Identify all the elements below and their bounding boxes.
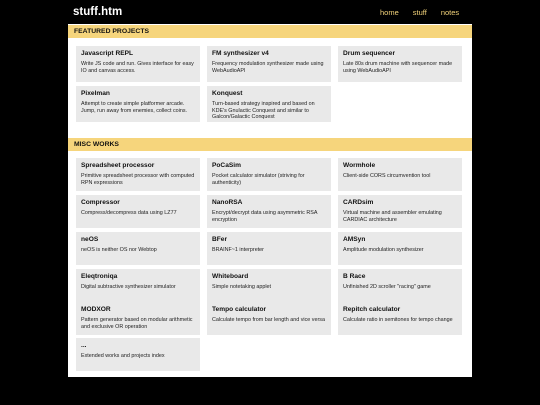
project-card-pixelman[interactable]: [76, 86, 200, 122]
nav-notes-link[interactable]: notes: [440, 8, 460, 17]
project-description: Frequency modulation synthesizer made using WebAudioAPI: [212, 61, 324, 74]
project-card-cardsim[interactable]: [338, 195, 462, 228]
project-description: Late 80s drum machine with sequencer made using WebAudioAPI: [343, 61, 453, 74]
project-title[interactable]: Wormhole: [343, 162, 376, 169]
project-title[interactable]: CARDsim: [343, 199, 374, 206]
project-description: neOS is neither OS nor Webtop: [81, 247, 157, 253]
misc-works-header: MISC WORKS: [68, 138, 472, 151]
project-title[interactable]: Javascript REPL: [81, 50, 134, 57]
project-title[interactable]: Eleqtroniqa: [81, 273, 118, 280]
nav-home-link[interactable]: home: [380, 8, 399, 17]
project-title[interactable]: Whiteboard: [212, 273, 249, 280]
project-card-repitch-calculator[interactable]: [338, 302, 462, 335]
project-description: Calculate ratio in semitones for tempo change: [343, 317, 453, 323]
project-card-nanorsa[interactable]: [207, 195, 331, 228]
project-description: Simple notetaking applet: [212, 284, 272, 290]
project-description: Amplitude modulation synthesizer: [343, 247, 424, 253]
project-title[interactable]: B Race: [343, 273, 366, 280]
project-card-modxor[interactable]: [76, 302, 200, 335]
project-title[interactable]: Compressor: [81, 199, 120, 206]
project-description: Primitive spreadsheet processor with computed RPN expressions: [81, 173, 195, 186]
project-title[interactable]: Pixelman: [81, 90, 110, 97]
project-description: Turn-based strategy inspired and based on KDE's Gnulactic Conquest and similar to Galcon/Galactic Conquest: [212, 101, 315, 121]
project-description: Encrypt/decrypt data using asymmetric RSA encryption: [212, 210, 318, 223]
project-description: Attempt to create simple platformer arcade. Jump, run away from enemies, collect coins.: [81, 101, 188, 114]
project-card-pocasim[interactable]: [207, 158, 331, 191]
project-card-compressor[interactable]: [76, 195, 200, 228]
project-card-konquest[interactable]: [207, 86, 331, 122]
site-title[interactable]: stuff.htm: [73, 6, 123, 18]
project-description: Unfinished 2D scroller "racing" game: [343, 284, 431, 290]
project-card-spreadsheet-processor[interactable]: [76, 158, 200, 191]
project-card-javascript-repl[interactable]: [76, 46, 200, 82]
featured-projects-header: FEATURED PROJECTS: [68, 25, 472, 38]
project-title[interactable]: Drum sequencer: [343, 50, 396, 57]
project-title[interactable]: FM synthesizer v4: [212, 50, 269, 57]
project-card-whiteboard[interactable]: [207, 269, 331, 302]
project-title[interactable]: ...: [81, 342, 87, 349]
top-bar: [0, 0, 540, 24]
project-description: Digital subtractive synthesizer simulator: [81, 284, 176, 290]
project-description: Calculate tempo from bar length and vice versa: [212, 317, 325, 323]
project-title[interactable]: PoCaSim: [212, 162, 241, 169]
project-title[interactable]: Spreadsheet processor: [81, 162, 155, 169]
project-card-neos[interactable]: [76, 232, 200, 265]
project-description: Extended works and projects index: [81, 353, 165, 359]
project-card-tempo-calculator[interactable]: [207, 302, 331, 335]
project-description: Write JS code and run. Gives interface for easy IO and canvas access.: [81, 61, 194, 74]
project-card-drum-sequencer[interactable]: [338, 46, 462, 82]
project-card-fm-synthesizer-v4[interactable]: [207, 46, 331, 82]
project-description: BRAINF~1 interpreter: [212, 247, 264, 253]
project-title[interactable]: Repitch calculator: [343, 306, 401, 313]
project-title[interactable]: MODXOR: [81, 306, 111, 313]
project-description: Virtual machine and assembler emulating CARDIAC architecture: [343, 210, 442, 223]
project-card-amsyn[interactable]: [338, 232, 462, 265]
main-nav: [380, 8, 473, 17]
project-title[interactable]: NanoRSA: [212, 199, 243, 206]
project-card-more[interactable]: [76, 338, 200, 371]
project-description: Pocket calculator simulator (striving for authenticity): [212, 173, 305, 186]
project-card-wormhole[interactable]: [338, 158, 462, 191]
content-panel: [68, 24, 472, 377]
project-title[interactable]: Tempo calculator: [212, 306, 267, 313]
project-description: Compress/decompress data using LZ77: [81, 210, 177, 216]
project-title[interactable]: Konquest: [212, 90, 243, 97]
project-card-eleqtroniqa[interactable]: [76, 269, 200, 302]
project-card-bfer[interactable]: [207, 232, 331, 265]
project-title[interactable]: AMSyn: [343, 236, 366, 243]
project-title[interactable]: neOS: [81, 236, 99, 243]
project-description: Pattern generator based on modular arithmetic and exclusive OR operation: [81, 317, 193, 330]
project-card-b-race[interactable]: [338, 269, 462, 302]
project-description: Client-side CORS circumvention tool: [343, 173, 431, 179]
project-title[interactable]: BFer: [212, 236, 228, 243]
nav-stuff-link[interactable]: stuff: [412, 8, 427, 17]
